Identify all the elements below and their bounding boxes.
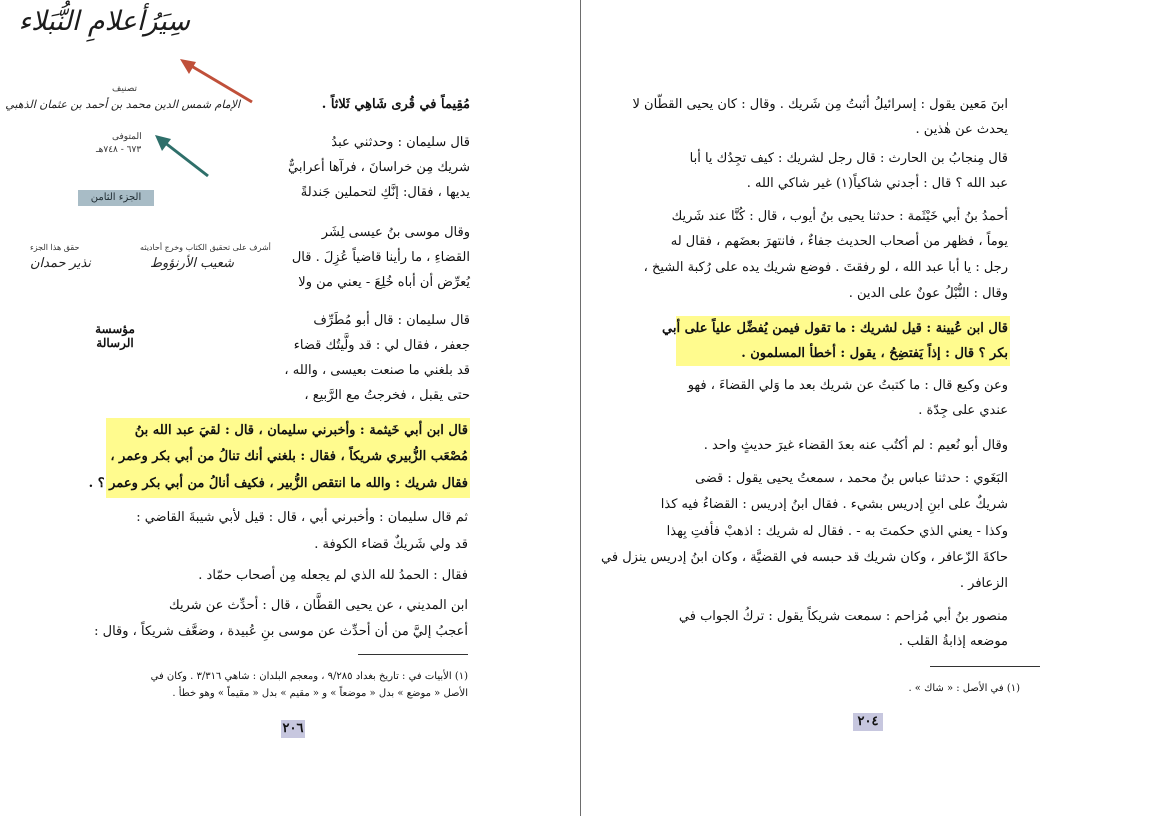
right-line: يوماً ، فظهر من أصحاب الحديث جفاءٌ ، فانتهرَ بعضَهم ، فقال له	[670, 234, 1008, 249]
left-page-number: ٢٠٦	[282, 721, 304, 736]
right-footnote: (١) في الأصل : « شاك » .	[908, 683, 1020, 694]
teal-arrow-icon	[150, 128, 220, 184]
editor-right-name: شعيب الأرنؤوط	[150, 256, 234, 271]
right-footnote-rule	[930, 666, 1040, 667]
right-line: موضعه إذابةُ القلب .	[898, 634, 1008, 649]
volume-label: الجزء الثامن	[78, 190, 154, 206]
left-line: وقال موسى بنُ عيسى لِشَر	[321, 225, 470, 240]
editor-left-name: نذير حمدان	[30, 256, 91, 271]
right-line: أحمدُ بنُ أبي خَيْثَمة : حدثنا يحيى بنُ أيوب ، قال : كُنَّا عند شَريك	[671, 209, 1008, 224]
right-line-highlighted: بكر ؟ قال : إذاً يَفتضِحُ ، يقول : أخطأ المسلمون .	[741, 346, 1008, 361]
left-line-heading: مُقِيماً في قُرى شَاهِي ثَلاثاً .	[321, 97, 470, 112]
left-line: القضاءِ ، ما رأينا قاضياً عُزِلَ . قال	[291, 250, 470, 265]
left-line-highlighted: فقال شريك : والله ما انتقص الزُّبير ، فكيف أنالُ من أبي بكر وعمر ؟ .	[88, 476, 468, 491]
right-line: حاكةَ الزّعافر ، وكان شريك قد حبسه في القضيَّة ، وكان ابنُ إدريس ينزل في	[601, 550, 1008, 565]
left-line: فقال : الحمدُ لله الذي لم يجعله مِن أصحاب حمّاد .	[198, 568, 468, 583]
cover-tasnif: تصنيف	[112, 84, 138, 94]
left-footnote: (١) الأبيات في : تاريخ بغداد ٩/٢٨٥ ، ومعجم البلدان : شاهي ٣/٣١٦ . وكان في	[150, 671, 468, 682]
right-line-highlighted: قال ابن عُيينة : قيل لشريك : ما تقول فيمن يُفضِّل علياً على أبي	[661, 321, 1008, 336]
left-line: ثم قال سليمان : وأخبرني أبي ، قال : قيل لأبي شيبةَ القاضي :	[136, 510, 468, 525]
right-line: وعن وكيع قال : ما كتبتُ عن شريك بعد ما وَلي القضاءَ ، فهو	[687, 378, 1008, 393]
publisher-logo: مؤسسة الرسالة	[95, 322, 135, 350]
left-line: ابن المديني ، عن يحيى القطَّان ، قال : أحدِّث عن شريك	[168, 598, 468, 613]
right-line: رجل : يا أبا عبد الله ، لو رفقتَ . فوضع شريك يده على رُكبة الشيخ ،	[643, 260, 1008, 275]
cover-mutawaffa: المتوفى	[112, 132, 142, 142]
page-divider	[580, 0, 581, 816]
right-line: وقال أبو نُعيم : لم أكتُب عنه بعدَ القضاء غيرَ حديثٍ واحد .	[703, 438, 1008, 453]
left-line: قال سليمان : وحدثني عبدُ	[331, 135, 470, 150]
right-line: منصور بنُ أبي مُزاحم : سمعت شريكاً يقول : تركُ الجواب في	[678, 609, 1008, 624]
left-line-highlighted: مُصْعَب الزُّبيري شريكاً ، فقال : بلغني أنك تنالُ من أبي بكر وعمر ،	[110, 449, 468, 464]
right-line: قال مِنجابُ بن الحارث : قال رجل لشريك : كيف تجِدُك يا أبا	[689, 151, 1008, 166]
right-line: شريكٌ على ابنِ إدريس بشيء . فقال ابنُ إدريس : القضاءُ فيه كذا	[660, 497, 1008, 512]
left-line: يُعرِّض أن أباه خُلِعَ - يعني من ولا	[298, 275, 470, 290]
right-line: يحدث عن هٰذين .	[915, 122, 1008, 137]
left-line: قال سليمان : قال أبو مُطَرِّف	[313, 313, 470, 328]
left-line: أعجبُ إليَّ من أن أحدِّث عن موسى بنِ عُبيدة ، وضعَّف شريكاً ، وقال :	[94, 624, 468, 639]
book-title: سِيَرُأعلامِ النُّبَلاء	[18, 6, 190, 37]
right-line: وقال : النُّبْلُ عونٌ على الدين .	[848, 286, 1008, 301]
left-line: جعفر ، فقال لي : قد ولَّيتُك قضاء	[293, 338, 470, 353]
left-line: قد ولي شَريكٌ قضاء الكوفة .	[314, 537, 468, 552]
left-line: حتى يقبل ، فخرجتُ مع الرَّبيع ،	[304, 388, 470, 403]
left-footnote: الأصل « موضع » بدل « موضعاً » و « مقيم » بدل « مقيماً » وهو خطأ .	[172, 688, 468, 699]
cover-author: الإمام شمس الدين محمد بن أحمد بن عثمان الذهبي	[5, 98, 240, 111]
red-arrow-icon	[170, 50, 260, 110]
left-line: قد بلغني ما صنعت بعيسى ، والله ،	[284, 363, 470, 378]
right-line: الزعافر .	[959, 576, 1008, 591]
left-line: شريك مِن خراسانَ ، فرآها أعرابيٌّ	[288, 160, 470, 175]
left-footnote-rule	[358, 654, 468, 655]
right-line: وكذا - يعني الذي حكمتَ به - . فقال له شريك : اذهبْ فأفتِ بِهذا	[666, 524, 1008, 539]
left-line-highlighted: قال ابن أبي خَيثمة : وأخبرني سليمان ، قال : لقيَ عبد الله بنُ	[134, 423, 468, 438]
editor-right-label: أشرف على تحقيق الكتاب وخرج أحاديثه	[140, 243, 271, 252]
right-line: البَغَوي : حدثنا عباس بنُ محمد ، سمعتُ يحيى يقول : قضى	[694, 471, 1008, 486]
right-page-number: ٢٠٤	[853, 713, 883, 731]
left-line: يديها ، فقال: إنَّكِ لتحملين جَندلةً	[300, 185, 470, 200]
right-line: ابنَ مَعين يقول : إسرائيلُ أثبتُ مِن شَريك . وقال : كان يحيى القطّان لا	[632, 97, 1008, 112]
right-line: عندي على جِدّة .	[918, 403, 1008, 418]
cover-years: ٦٧٣ - ٧٤٨هـ	[96, 145, 142, 155]
editor-left-label: حقق هذا الجزء	[30, 243, 80, 252]
right-line: عبد الله ؟ قال : أجدني شاكياً(١) غير شاكي الله .	[746, 176, 1008, 191]
